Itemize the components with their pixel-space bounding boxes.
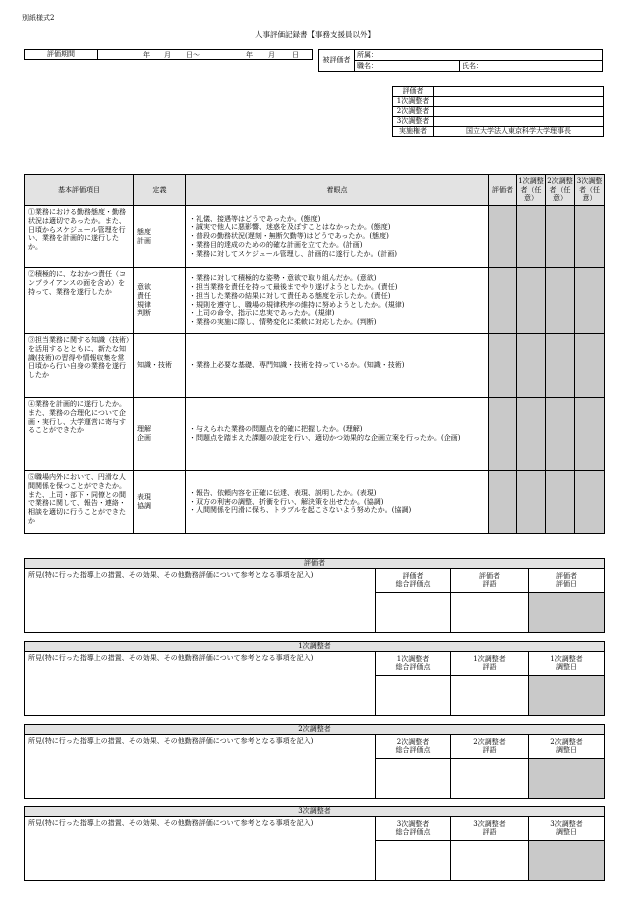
total-score-input[interactable] [376,840,451,880]
date-input[interactable] [529,675,605,715]
evaluator-role: 評価者 [393,87,434,97]
criteria-row [25,398,605,471]
period-year-start: 年 [143,51,150,59]
adjuster-2-score-cell[interactable] [546,398,575,471]
criteria-item: ②積極的に、なおかつ責任（コンプライアンスの面を含め）を持って、業務を遂行したか [25,268,134,334]
criteria-row [25,268,605,334]
grade-input[interactable] [451,592,529,632]
viewpoint-line: ・業務上必要な基礎、専門知識・技術を持っているか。(知識・技術) [189,361,405,370]
evaluatee-table [318,49,603,72]
viewpoint-line: ・問題点を踏まえた課題の設定を行い、適切かつ効果的な企画立案を行ったか。(企画) [189,434,461,442]
criteria-item: ⑤職場内外において、円滑な人間関係を保つことができたか。また、上司・部下・同僚との間で業務に関して、報告・連絡・相談を適切に行うことができたか [25,471,134,534]
viewpoint-line: ・担当業務を責任を持って最後までやり遂げようとしたか。(責任) [189,283,398,291]
opinion-section [24,558,605,633]
adjuster-3-score-cell[interactable] [575,334,605,398]
adjuster-1-score-cell[interactable] [517,206,546,268]
grade-label: 評価者 評語 [451,568,529,592]
evaluator-value[interactable] [434,87,604,97]
page-title: 人事評価記録書【事務支援員以外】 [255,30,375,39]
evaluator-score-cell[interactable] [489,268,517,334]
period-month-start: 月 [164,51,171,59]
opinion-section [24,806,605,881]
evaluator-role: 3次調整者 [393,117,434,127]
opinion-section [24,724,605,799]
evaluator-row [393,107,604,117]
evaluators-table [392,86,604,137]
header-adjuster-3: 3次調整者（任意） [575,175,605,206]
adjuster-3-score-cell[interactable] [575,206,605,268]
evaluator-score-cell[interactable] [489,334,517,398]
period-label: 評価期間 [25,50,98,60]
viewpoint-line: ・報告、依頼内容を正確に伝達、表現、説明したか。(表現) [189,488,377,497]
evaluator-row [393,117,604,127]
total-score-input[interactable] [376,592,451,632]
criteria-viewpoints [186,398,489,471]
period-dates[interactable] [98,50,313,60]
adjuster-1-score-cell[interactable] [517,471,546,534]
total-score-input[interactable] [376,758,451,798]
criteria-definition: 表現 協調 [134,471,186,534]
opinion-heading: 1次調整者 [25,642,605,652]
adjuster-1-score-cell[interactable] [517,398,546,471]
date-input[interactable] [529,592,605,632]
total-score-label: 2次調整者 総合評価点 [376,734,451,758]
viewpoint-line: ・規則を遵守し、職場の規律秩序の維持に努めようとしたか。(規律) [189,300,405,309]
opinion-heading: 2次調整者 [25,725,605,735]
criteria-item: ④業務を計画的に遂行したか。また、業務の合理化について企画・実行し、大学運営に寄与することができたか [25,398,134,471]
opinion-remark-field[interactable] [25,816,376,880]
viewpoint-line: ・業務に対して積極的な姿勢・意欲で取り組んだか。(意欲) [189,274,377,283]
adjuster-2-score-cell[interactable] [546,471,575,534]
form-number: 別紙様式2 [22,14,55,22]
header-adjuster-2: 2次調整者（任意） [546,175,575,206]
viewpoint-line: ・上司の命令、指示に忠実であったか。(規律) [189,309,335,318]
adjuster-2-score-cell[interactable] [546,268,575,334]
header-viewpoint: 着眼点 [186,175,489,206]
criteria-item: ①業務における勤務態度・勤務状況は適切であったか。また、日頃からスケジュール管理を行い、業務を計画的に遂行したか。 [25,206,134,268]
date-label: 1次調整者 調整日 [529,651,605,675]
grade-label: 1次調整者 評語 [451,651,529,675]
evaluator-row [393,97,604,107]
evaluator-value[interactable] [434,97,604,107]
opinion-remark-label: 所見(特に行った指導上の措置、その効果、その他勤務評価について参考となる事項を記入) [28,570,314,579]
criteria-row [25,471,605,534]
header-evaluator: 評価者 [489,175,517,206]
adjuster-2-score-cell[interactable] [546,334,575,398]
criteria-definition: 意欲 責任 規律 判断 [134,268,186,334]
grade-label: 3次調整者 評語 [451,816,529,840]
opinion-remark-label: 所見(特に行った指導上の措置、その効果、その他勤務評価について参考となる事項を記入) [28,818,314,827]
opinion-section [24,641,605,716]
evaluator-role: 1次調整者 [393,97,434,107]
criteria-viewpoints [186,334,489,398]
grade-label: 2次調整者 評語 [451,734,529,758]
grade-input[interactable] [451,758,529,798]
viewpoint-line: ・業務目的達成のための的確な計画を立てたか。(計画) [189,240,363,249]
opinion-heading: 評価者 [25,559,605,569]
evaluator-score-cell[interactable] [489,206,517,268]
opinion-remark-label: 所見(特に行った指導上の措置、その効果、その他勤務評価について参考となる事項を記入) [28,653,314,662]
criteria-viewpoints [186,268,489,334]
criteria-row [25,334,605,398]
header-definition: 定義 [134,175,186,206]
period-table [24,49,313,60]
criteria-definition: 態度 計画 [134,206,186,268]
date-label: 2次調整者 調整日 [529,734,605,758]
opinion-heading: 3次調整者 [25,807,605,817]
criteria-table [24,174,605,534]
adjuster-3-score-cell[interactable] [575,471,605,534]
evaluator-row [393,87,604,97]
period-day-end: 日 [292,51,299,59]
opinion-remark-field[interactable] [25,651,376,715]
viewpoint-line: ・人間関係を円滑に保ち、トラブルを起こさないよう努めたか。(協調) [189,506,412,515]
header-adjuster-1: 1次調整者（任意） [517,175,546,206]
grade-input[interactable] [451,675,529,715]
viewpoint-line: ・双方の利害の調整、折衝を行い、解決策を出せたか。(協調) [189,497,384,506]
evaluator-value[interactable] [434,107,604,117]
criteria-definition: 知識・技術 [134,334,186,398]
criteria-row [25,206,605,268]
evaluator-row [393,127,604,137]
date-label: 評価者 評価日 [529,568,605,592]
period-year-end: 年 [246,51,253,59]
evaluator-role: 2次調整者 [393,107,434,117]
viewpoint-line: ・誠実で他人に悪影響、迷惑を及ぼすことはなかったか。(態度) [189,223,391,232]
viewpoint-line: ・普段の勤務状況(遅刻・無断欠勤等)はどうであったか。(態度) [189,232,389,241]
opinion-remark-field[interactable] [25,734,376,798]
grade-input[interactable] [451,840,529,880]
criteria-definition: 理解 企画 [134,398,186,471]
total-score-label: 評価者 総合評価点 [376,568,451,592]
period-month-end: 月 [268,51,275,59]
viewpoint-line: ・担当した業務の結果に対して責任ある態度を示したか。(責任) [189,291,391,300]
date-input[interactable] [529,840,605,880]
viewpoint-line: ・業務の実施に際し、情勢変化に柔軟に対応したか。(判断) [189,318,377,326]
criteria-item: ③担当業務に関する知識（技術）を活用するとともに、新たな知識(技術)の習得や情報収集を常日頃から行い自身の業務を遂行したか [25,334,134,398]
criteria-viewpoints [186,471,489,534]
evaluatee-label: 被評価者 [319,50,355,72]
date-label: 3次調整者 調整日 [529,816,605,840]
adjuster-3-score-cell[interactable] [575,268,605,334]
evaluator-value[interactable] [434,117,604,127]
evaluator-value[interactable]: 国立大学法人東京科学大学理事長 [434,127,604,137]
period-day-start: 日〜 [186,51,200,59]
total-score-label: 3次調整者 総合評価点 [376,816,451,840]
evaluator-score-cell[interactable] [489,398,517,471]
header-item: 基本評価項目 [25,175,134,206]
opinion-remark-label: 所見(特に行った指導上の措置、その効果、その他勤務評価について参考となる事項を記入) [28,736,314,745]
criteria-viewpoints [186,206,489,268]
position-field[interactable]: 職名： [355,61,460,72]
opinion-remark-field[interactable] [25,568,376,632]
viewpoint-line: ・与えられた業務の問題点を的確に把握したか。(理解) [189,425,363,434]
adjuster-1-score-cell[interactable] [517,334,546,398]
evaluator-role: 実施権者 [393,127,434,137]
date-input[interactable] [529,758,605,798]
evaluator-score-cell[interactable] [489,471,517,534]
affiliation-field[interactable]: 所属： [355,50,603,61]
viewpoint-line: ・礼儀、接遇等はどうであったか。(態度) [189,214,321,223]
adjuster-3-score-cell[interactable] [575,398,605,471]
adjuster-2-score-cell[interactable] [546,206,575,268]
name-field[interactable]: 氏名： [460,61,603,72]
viewpoint-line: ・業務に対してスケジュール管理し、計画的に遂行したか。(計画) [189,249,398,258]
total-score-input[interactable] [376,675,451,715]
adjuster-1-score-cell[interactable] [517,268,546,334]
total-score-label: 1次調整者 総合評価点 [376,651,451,675]
